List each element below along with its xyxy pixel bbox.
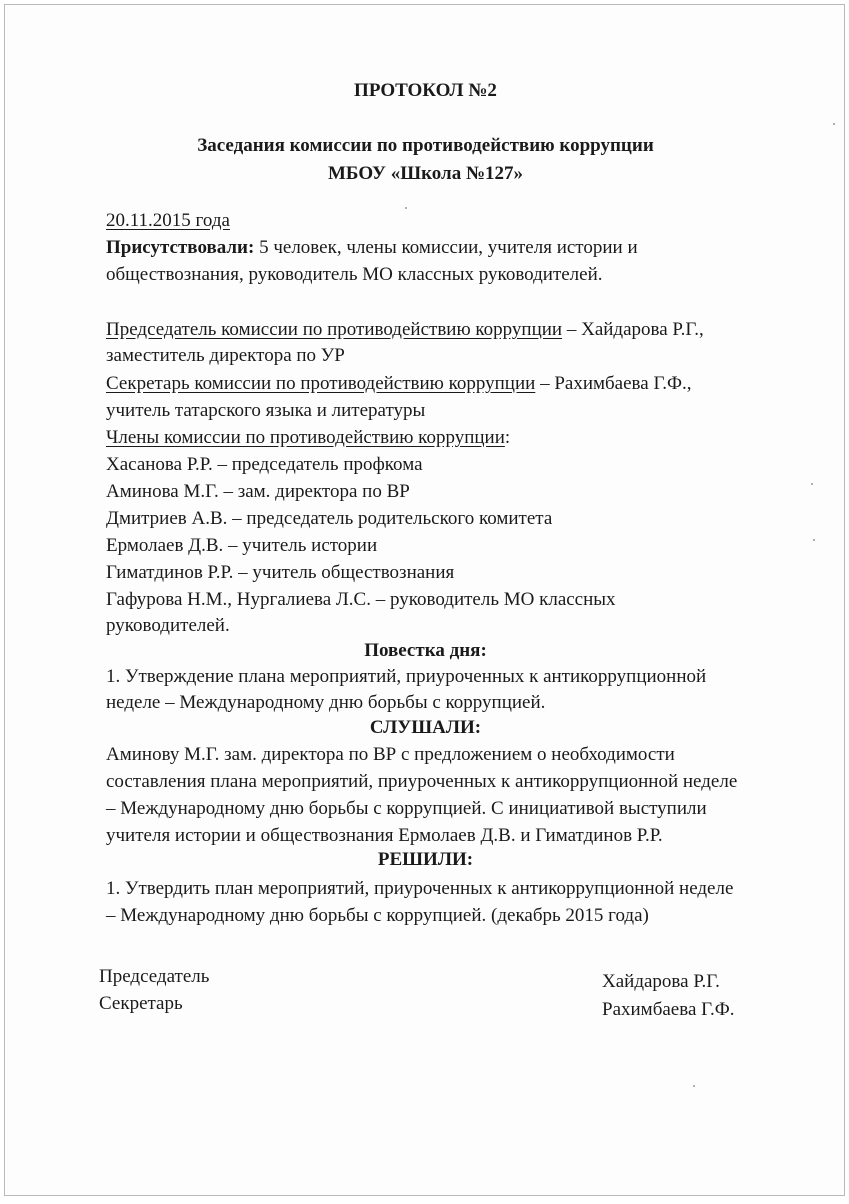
secretary-position: учитель татарского языка и литературы xyxy=(106,400,426,421)
agenda-heading: Повестка дня: xyxy=(364,640,487,661)
heard-line: составления плана мероприятий, приуроченных к антикоррупционной неделе xyxy=(106,771,738,792)
members-colon: : xyxy=(504,427,511,448)
agenda-line: неделе – Международному дню борьбы с коррупцией. xyxy=(106,692,546,713)
member-item: Ермолаев Д.В. – учитель истории xyxy=(106,535,378,556)
member-item: Гафурова Н.М., Нургалиева Л.С. – руководитель МО классных xyxy=(106,589,616,610)
heard-line: учителя истории и обществознания Ермолаев Д.В. и Гиматдинов Р.Р. xyxy=(106,825,663,846)
decided-line: 1. Утвердить план мероприятий, приуроченных к антикоррупционной неделе xyxy=(106,878,734,899)
scan-speck xyxy=(813,539,815,541)
member-item: Гиматдинов Р.Р. – учитель обществознания xyxy=(106,562,455,583)
member-item: Дмитриев А.В. – председатель родительского комитета xyxy=(106,508,553,529)
scan-speck xyxy=(405,207,407,209)
decided-line: – Международному дню борьбы с коррупцией. (декабрь 2015 года) xyxy=(106,905,649,926)
meeting-date: 20.11.2015 года xyxy=(106,210,230,231)
scan-speck xyxy=(833,123,835,125)
members-heading xyxy=(106,426,510,449)
agenda-line: 1. Утверждение плана мероприятий, приуроченных к антикоррупционной xyxy=(106,666,707,687)
member-item: Хасанова Р.Р. – председатель профкома xyxy=(106,454,423,475)
signature-secretary-name: Рахимбаева Г.Ф. xyxy=(602,999,735,1020)
scan-speck xyxy=(811,483,813,485)
decided-heading: РЕШИЛИ: xyxy=(377,849,474,870)
secretary-role: Секретарь комиссии по противодействию коррупции xyxy=(106,373,536,394)
member-item: Аминова М.Г. – зам. директора по ВР xyxy=(106,481,410,502)
member-item: руководителей. xyxy=(106,615,230,636)
chair-name: – Хайдарова Р.Г., xyxy=(562,319,704,340)
secretary-line xyxy=(106,372,692,395)
scan-speck xyxy=(693,1085,695,1087)
present-text: 5 человек, члены комиссии, учителя истории и xyxy=(254,237,638,258)
signature-secretary-label: Секретарь xyxy=(99,993,183,1014)
signature-chair-label: Председатель xyxy=(99,966,210,987)
heard-line: Аминову М.Г. зам. директора по ВР с предложением о необходимости xyxy=(106,744,675,765)
secretary-name: – Рахимбаева Г.Ф., xyxy=(535,373,692,394)
document-title: ПРОТОКОЛ №2 xyxy=(354,80,497,101)
signature-chair-name: Хайдарова Р.Г. xyxy=(602,971,720,992)
document-subtitle-line-1: Заседания комиссии по противодействию коррупции xyxy=(197,135,654,156)
heard-line: – Международному дню борьбы с коррупцией. С инициативой выступили xyxy=(106,798,707,819)
present-line-2: обществознания, руководитель МО классных руководителей. xyxy=(106,264,603,285)
document-subtitle-line-2: МБОУ «Школа №127» xyxy=(327,163,524,184)
chair-position: заместитель директора по УР xyxy=(106,345,345,366)
chair-role: Председатель комиссии по противодействию коррупции xyxy=(106,319,563,340)
present-line-1 xyxy=(106,236,638,259)
chair-line xyxy=(106,318,704,341)
members-label: Члены комиссии по противодействию коррупции xyxy=(106,427,505,448)
present-label: Присутствовали: xyxy=(106,237,255,258)
heard-heading: СЛУШАЛИ: xyxy=(369,717,482,738)
document-page xyxy=(4,4,845,1196)
